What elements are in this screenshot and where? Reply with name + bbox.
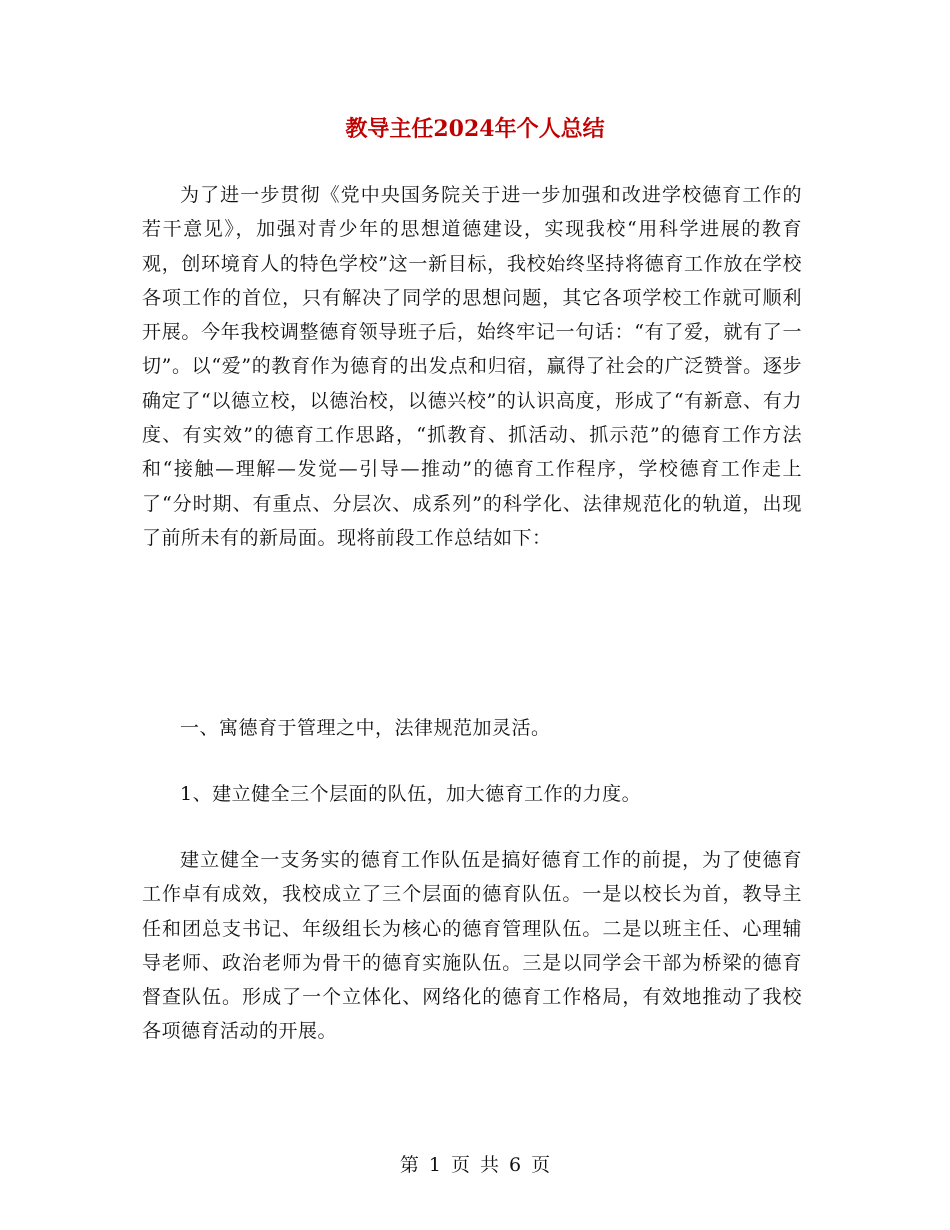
page-number-footer: 第 1 页 共 6 页 xyxy=(399,1154,551,1176)
body-paragraph: 建立健全一支务实的德育工作队伍是搞好德育工作的前提，为了使德育工作卓有成效，我校成立了三个层面的德育队伍。一是以校长为首，教导主任和团总支书记、年级组长为核心的德育管理队伍。二是以班主任、心理辅导老师、政治老师为骨干的德育实施队伍。三是以同学会干部为桥梁的德育督查队伍。形成了一个立体化、网络化的德育工作格局，有效地推动了我校各项德育活动的开展。 xyxy=(142,849,802,1043)
intro-paragraph: 为了进一步贯彻《党中央国务院关于进一步加强和改进学校德育工作的若干意见》，加强对青少年的思想道德建设，实现我校“用科学进展的教育观，创环境育人的特色学校”这一新目标，我校始终坚持将德育工作放在学校各项工作的首位，只有解决了同学的思想问题，其它各项学校工作就可顺利开展。今年我校调整德育领导班子后，始终牢记一句话：“有了爱，就有了一切”。以“爱”的教育作为德育的出发点和归宿，赢得了社会的广泛赞誉。逐步确定了“以德立校，以德治校，以德兴校”的认识高度，形成了“有新意、有力度、有实效”的德育工作思路，“抓教育、抓活动、抓示范”的德育工作方法和“接触—理解—发觉—引导—推动”的德育工作程序，学校德育工作走上了“分时期、有重点、分层次、成系列”的科学化、法律规范化的轨道，出现了前所未有的新局面。现将前段工作总结如下： xyxy=(142,184,802,549)
subsection-heading: 1、建立健全三个层面的队伍，加大德育工作的力度。 xyxy=(180,783,642,805)
section-heading: 一、寓德育于管理之中，法律规范加灵活。 xyxy=(180,717,551,739)
document-title: 教导主任2024年个人总结 xyxy=(345,116,605,142)
